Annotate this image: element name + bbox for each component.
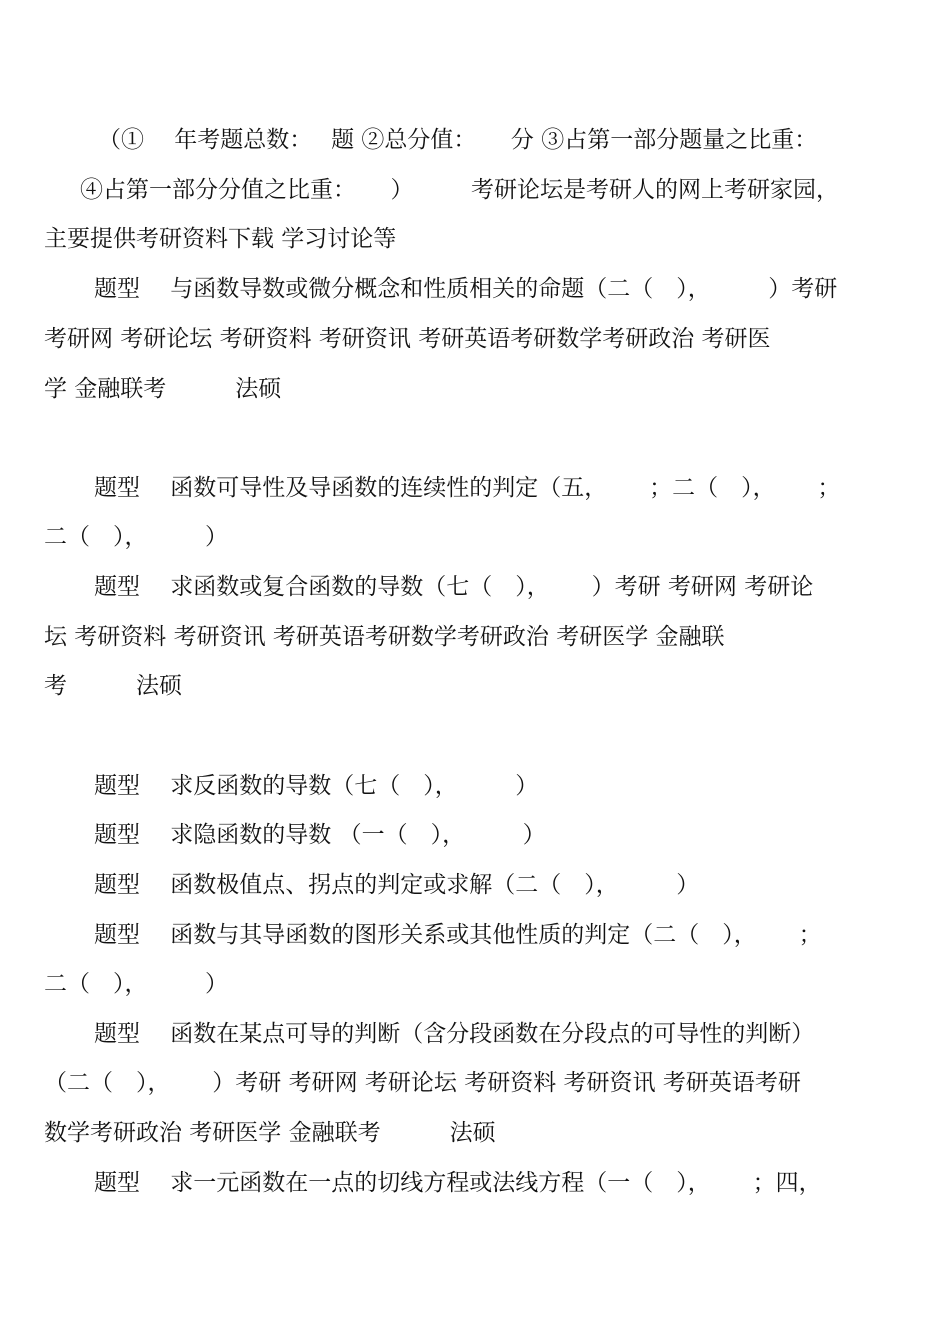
text-line: 题型 求一元函数在一点的切线方程或法线方程（一（ ）， ；四， xyxy=(94,1170,822,1196)
text-line: 主要提供考研资料下载 学习讨论等 xyxy=(44,226,397,252)
text-line: 考 法硕 xyxy=(44,673,182,699)
text-line: 坛 考研资料 考研资讯 考研英语考研数学考研政治 考研医学 金融联 xyxy=(44,624,725,650)
text-line: 题型 求隐函数的导数 （一（ ）， ） xyxy=(94,822,546,848)
text-line: 题型 函数可导性及导函数的连续性的判定（五， ；二（ ）， ； xyxy=(94,475,841,501)
text-line: 题型 函数在某点可导的判断（含分段函数在分段点的可导性的判断） xyxy=(94,1021,815,1047)
text-line: 学 金融联考 法硕 xyxy=(44,376,282,402)
text-line: （① 年考题总数： 题 ②总分值： 分 ③占第一部分题量之比重： xyxy=(98,127,818,153)
text-line: 题型 函数与其导函数的图形关系或其他性质的判定（二（ ）， ； xyxy=(94,922,822,948)
text-line: （二（ ）， ）考研 考研网 考研论坛 考研资料 考研资讯 考研英语考研 xyxy=(44,1070,801,1096)
text-line: 题型 求函数或复合函数的导数（七（ ）， ）考研 考研网 考研论 xyxy=(94,574,814,600)
text-line: 二（ ）， ） xyxy=(44,971,228,997)
text-line: 题型 函数极值点、拐点的判定或求解（二（ ）， ） xyxy=(94,872,700,898)
text-line: 二（ ）， ） xyxy=(44,524,228,550)
text-line: 题型 与函数导数或微分概念和性质相关的命题（二（ ）， ）考研 xyxy=(94,276,838,302)
text-line: 数学考研政治 考研医学 金融联考 法硕 xyxy=(44,1120,496,1146)
text-line: ④占第一部分分值之比重： ） 考研论坛是考研人的网上考研家园， xyxy=(80,177,839,203)
text-line: 题型 求反函数的导数（七（ ）， ） xyxy=(94,773,539,799)
text-line: 考研网 考研论坛 考研资料 考研资讯 考研英语考研数学考研政治 考研医 xyxy=(44,326,771,352)
